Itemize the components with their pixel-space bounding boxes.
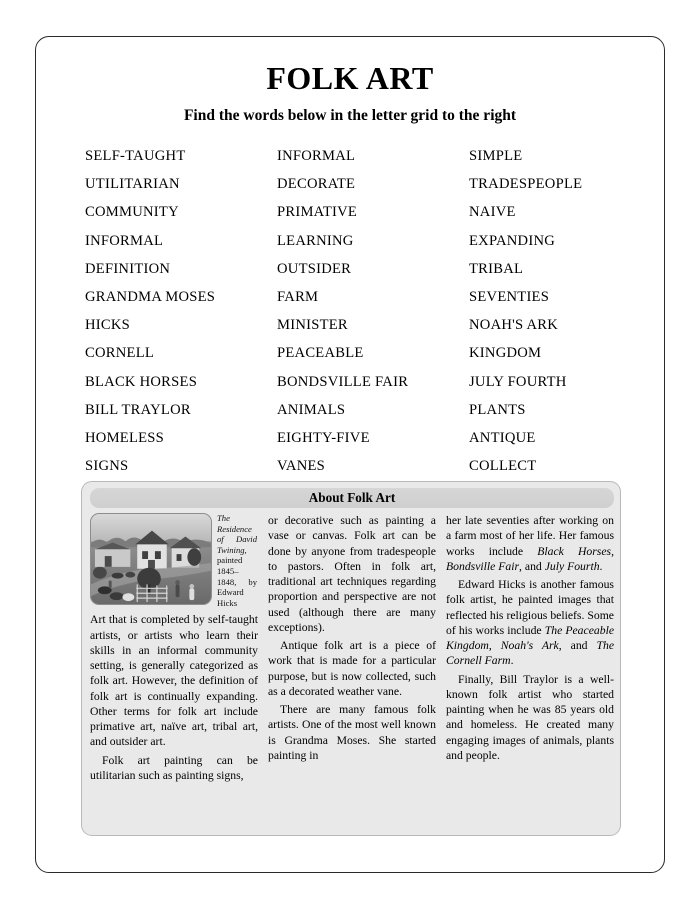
word-list-item: MINISTER: [277, 317, 348, 334]
article-paragraph: or decorative such as painting a vase or canvas. Folk art can be done by anyone from tradespeople to pastors. Often in folk art, traditional art techniques regarding proportion and perspective are not used (although there are many exceptions).: [268, 514, 436, 634]
word-list-item: GRANDMA MOSES: [85, 289, 216, 306]
artwork-title: Black Horses: [537, 544, 612, 558]
text-run: , and: [558, 639, 597, 652]
artwork-title: The Cornell Farm: [446, 639, 614, 668]
page-frame: [35, 36, 665, 873]
figure-caption-rest: , painted 1845–1848, by Edward Hicks: [217, 544, 257, 608]
figure: [90, 513, 258, 608]
word-list-item: BONDSVILLE FAIR: [277, 373, 409, 390]
word-list-item: EXPANDING: [469, 232, 556, 249]
article-paragraph: Folk art painting can be utilitarian such as painting signs,: [90, 753, 258, 782]
artwork-title: Noah's Ark: [500, 639, 559, 652]
article-paragraph: There are many famous folk artists. One of the most well known is Grandma Moses. She started painting in: [268, 703, 436, 762]
text-run: her late seventies after working on a farm most of her life. Her famous works include: [446, 514, 614, 558]
word-list-item: UTILITARIAN: [85, 176, 180, 193]
word-list-column-3: [469, 142, 645, 480]
word-list-item: VANES: [277, 458, 326, 475]
text-run: Edward Hicks is another famous folk artist, he painted images that reflected his religious beliefs. Some of his works include: [446, 578, 614, 637]
word-list-item: PLANTS: [469, 401, 526, 418]
page-subtitle: Find the words below in the letter grid to the right: [183, 107, 517, 124]
word-list-item: FARM: [277, 289, 319, 306]
word-list-item: INFORMAL: [85, 232, 164, 249]
word-list-item: BLACK HORSES: [85, 373, 198, 390]
word-list-item: PRIMATIVE: [277, 204, 358, 221]
about-folk-art-panel: [81, 481, 621, 836]
word-list-item: NOAH'S ARK: [469, 317, 559, 334]
word-list-item: SELF-TAUGHT: [85, 148, 186, 164]
artwork-title: July Fourth: [544, 559, 600, 573]
article-column-1: [90, 513, 258, 829]
article-paragraph: Antique folk art is a piece of work that is made for a particular purpose, but is now collected, such as a decorated weather vane.: [268, 639, 436, 698]
word-list-item: SIGNS: [85, 458, 129, 475]
word-list-item: NAIVE: [469, 204, 516, 221]
artwork-title: Bondsville Fair: [446, 559, 520, 573]
text-run: .: [510, 654, 514, 668]
word-list-column-1: [85, 142, 277, 480]
word-list-item: HICKS: [85, 317, 131, 334]
word-list-item: PEACEABLE: [277, 345, 364, 362]
word-list-item: ANIMALS: [277, 401, 346, 418]
word-list-item: TRIBAL: [469, 260, 524, 277]
word-list-item: INFORMAL: [277, 148, 356, 164]
figure-caption-title: The Residence of David Twining: [217, 513, 257, 555]
word-list-item: SIMPLE: [469, 148, 523, 164]
page-title: FOLK ART: [266, 60, 434, 96]
article-paragraph: Finally, Bill Traylor is a well-known folk artist who started painting when he was 85 years old and homeless. He created many engaging images of animals, plants and people.: [446, 672, 614, 762]
word-list-item: EIGHTY-FIVE: [277, 430, 370, 447]
word-list-item: TRADESPEOPLE: [469, 176, 583, 193]
article-paragraph: Art that is completed by self-taught artists, or artists who learn their skills in an informal community setting, is generally categorized as folk art. However, the definition of folk art is continually expanding. Other terms for folk art include primative art, naïve art, tribal art, and outsider art.: [90, 613, 258, 749]
word-list-item: SEVENTIES: [469, 289, 550, 306]
text-run: , and: [519, 559, 545, 573]
word-list-item: BILL TRAYLOR: [85, 401, 191, 418]
text-run: ,: [488, 639, 501, 652]
word-list-item: CORNELL: [85, 345, 155, 362]
article-paragraph: [446, 513, 614, 574]
text-run: ,: [611, 544, 614, 558]
about-folk-art-body: [90, 513, 614, 829]
word-list: [85, 142, 645, 480]
folk-art-painting-image: [90, 513, 212, 605]
word-list-column-2: [277, 142, 469, 480]
figure-caption: [217, 513, 257, 608]
word-list-item: COLLECT: [469, 458, 537, 475]
word-list-item: DECORATE: [277, 176, 356, 193]
word-list-item: LEARNING: [277, 232, 354, 249]
word-list-item: KINGDOM: [469, 345, 542, 362]
article-column-2: [268, 513, 436, 829]
article-paragraph: [446, 577, 614, 669]
word-list-item: DEFINITION: [85, 260, 171, 277]
word-list-item: HOMELESS: [85, 430, 165, 447]
word-list-item: JULY FOURTH: [469, 373, 567, 390]
word-list-item: ANTIQUE: [469, 430, 536, 447]
artwork-title: The Peaceable Kingdom: [446, 623, 615, 652]
word-list-item: OUTSIDER: [277, 260, 352, 277]
article-column-3: [446, 513, 614, 829]
word-list-item: COMMUNITY: [85, 204, 179, 221]
text-run: .: [599, 559, 603, 573]
about-folk-art-heading: About Folk Art: [90, 488, 614, 508]
